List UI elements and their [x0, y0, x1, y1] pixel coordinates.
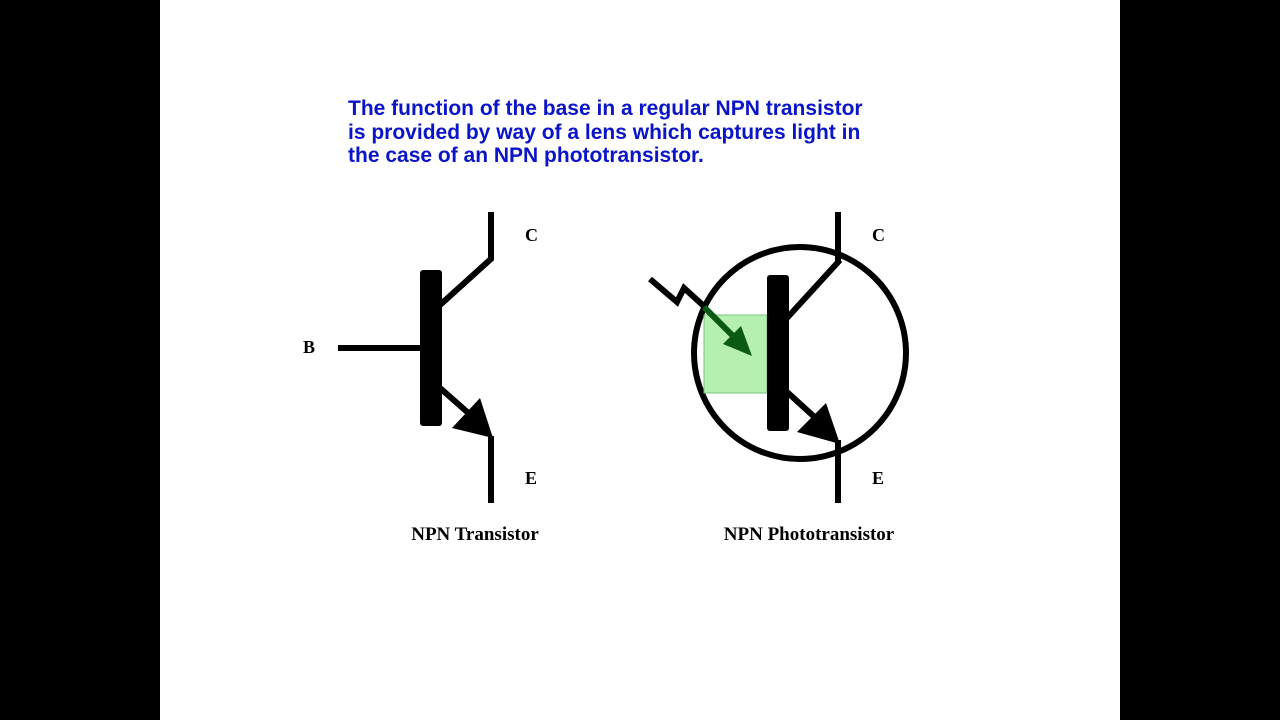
- collector-diagonal: [440, 258, 492, 305]
- base-bar: [767, 275, 789, 431]
- base-bar: [420, 270, 442, 426]
- light-ray-zigzag: [650, 279, 706, 308]
- emitter-label: E: [872, 468, 885, 488]
- caption-line-1: The function of the base in a regular NPN transistor: [348, 97, 863, 120]
- caption-line-2: is provided by way of a lens which captures light in: [348, 120, 861, 144]
- npn-phototransistor-title: NPN Phototransistor: [723, 524, 895, 545]
- collector-label: C: [525, 225, 538, 245]
- base-label: B: [303, 337, 316, 357]
- npn-phototransistor-symbol: [650, 212, 906, 545]
- collector-diagonal: [787, 260, 840, 318]
- npn-transistor-symbol: [303, 212, 539, 545]
- npn-transistor-title: NPN Transistor: [411, 524, 539, 545]
- lens-highlight: [704, 315, 767, 393]
- caption-line-3: the case of an NPN phototransistor.: [348, 144, 704, 167]
- emitter-label: E: [525, 468, 538, 488]
- collector-label: C: [872, 225, 885, 245]
